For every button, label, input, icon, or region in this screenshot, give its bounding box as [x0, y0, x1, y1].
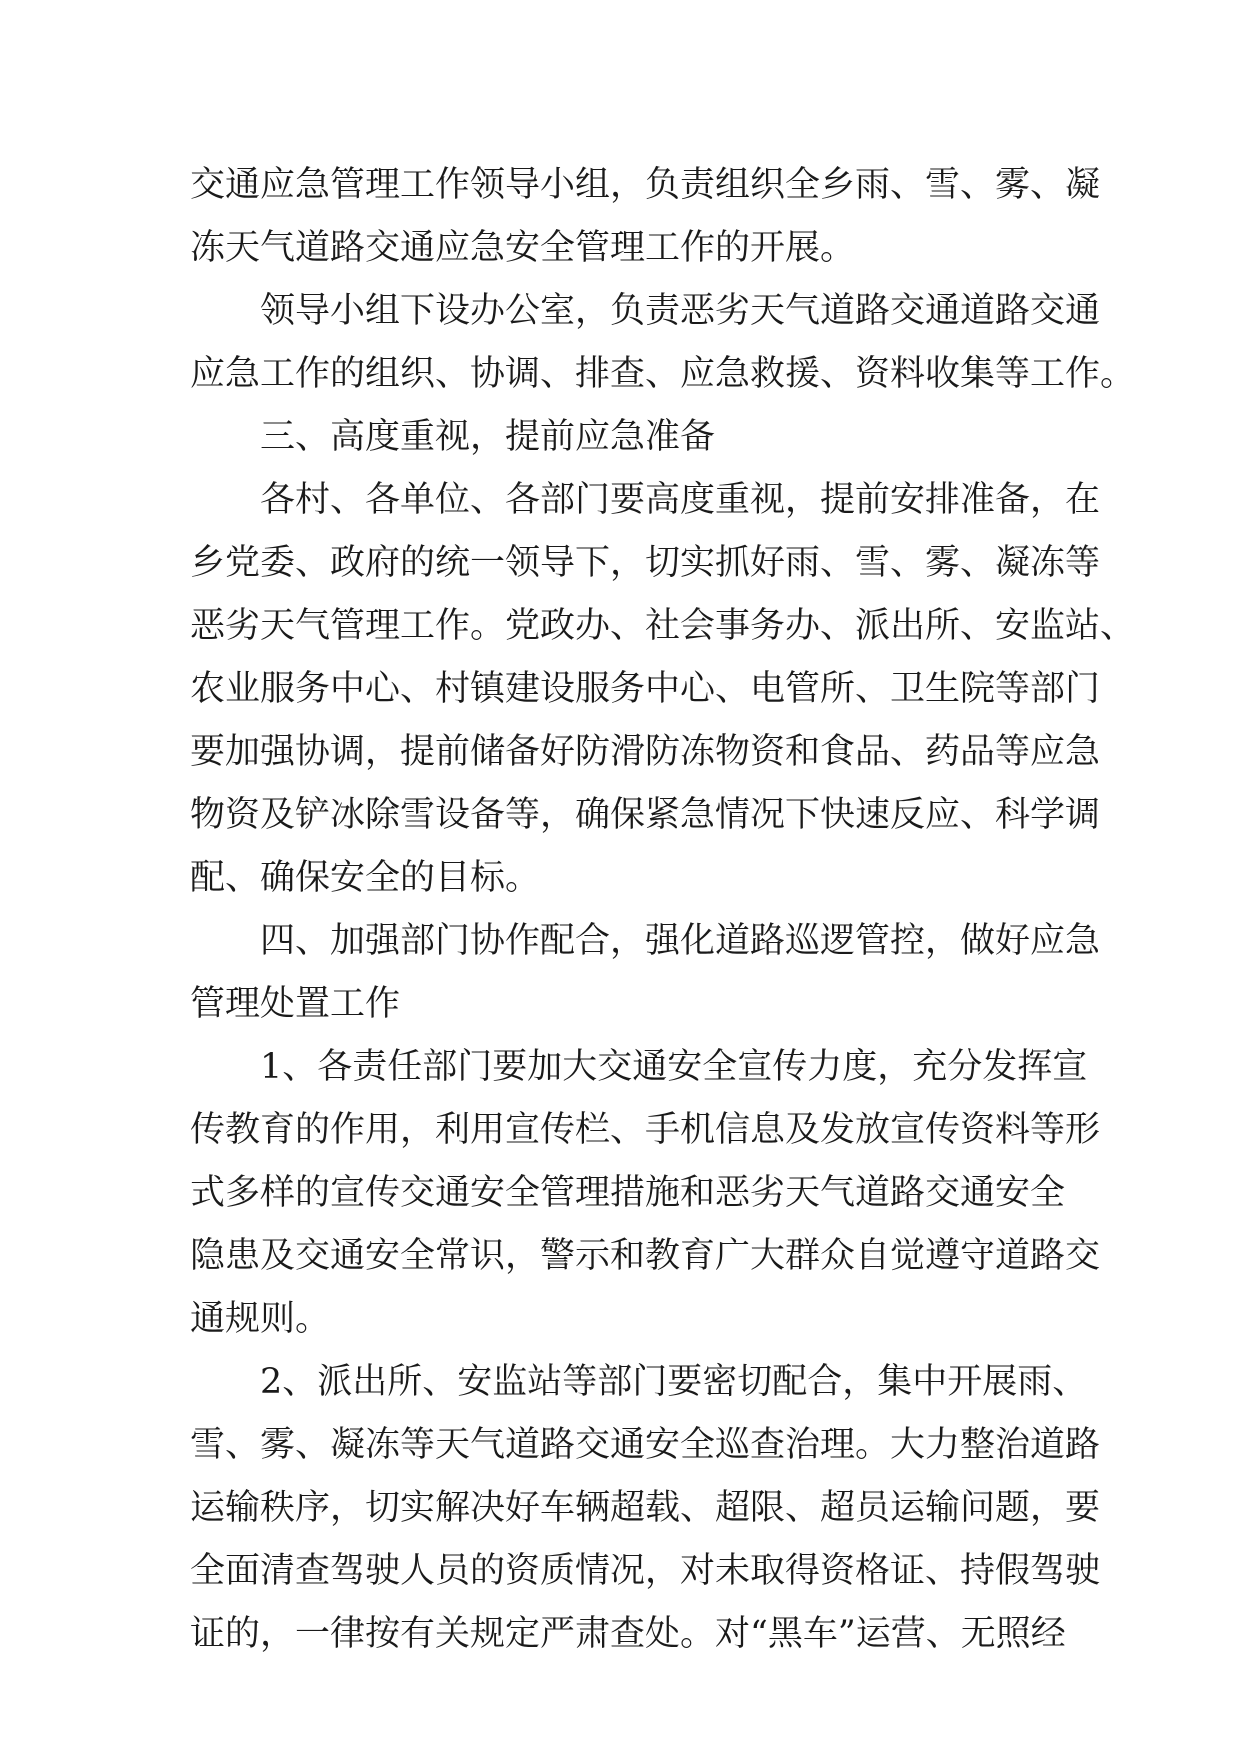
document-body — [190, 154, 1136, 1666]
text-line: 各村、各单位、各部门要高度重视，提前安排准备，在 — [260, 480, 1101, 520]
text-line: 传教育的作用，利用宣传栏、手机信息及发放宣传资料等形 — [190, 1110, 1101, 1150]
section-heading: 管理处置工作 — [190, 984, 401, 1024]
text-line: 隐患及交通安全常识，警示和教育广大群众自觉遵守道路交 — [190, 1236, 1101, 1276]
text-line: 配、确保安全的目标。 — [190, 858, 541, 898]
text-line: 2、派出所、安监站等部门要密切配合，集中开展雨、 — [260, 1362, 1088, 1402]
text-line: 全面清查驾驶人员的资质情况，对未取得资格证、持假驾驶 — [190, 1551, 1101, 1591]
text-line: 应急工作的组织、协调、排查、应急救援、资料收集等工作。 — [190, 354, 1136, 394]
section-heading: 四、加强部门协作配合，强化道路巡逻管控，做好应急 — [260, 921, 1101, 961]
text-line: 领导小组下设办公室，负责恶劣天气道路交通道路交通 — [260, 291, 1101, 331]
text-line: 物资及铲冰除雪设备等，确保紧急情况下快速反应、科学调 — [190, 795, 1101, 835]
text-line: 交通应急管理工作领导小组，负责组织全乡雨、雪、雾、凝 — [190, 165, 1101, 205]
text-line: 雪、雾、凝冻等天气道路交通安全巡查治理。大力整治道路 — [190, 1425, 1101, 1465]
text-line: 式多样的宣传交通安全管理措施和恶劣天气道路交通安全 — [190, 1173, 1066, 1213]
text-line: 冻天气道路交通应急安全管理工作的开展。 — [190, 228, 856, 268]
text-line: 证的，一律按有关规定严肃查处。对“黑车”运营、无照经 — [190, 1614, 1066, 1654]
text-line: 乡党委、政府的统一领导下，切实抓好雨、雪、雾、凝冻等 — [190, 543, 1101, 583]
text-line: 1、各责任部门要加大交通安全宣传力度，充分发挥宣 — [260, 1047, 1088, 1087]
section-heading: 三、高度重视，提前应急准备 — [260, 417, 716, 457]
text-line: 运输秩序，切实解决好车辆超载、超限、超员运输问题，要 — [190, 1488, 1101, 1528]
text-line: 恶劣天气管理工作。党政办、社会事务办、派出所、安监站、 — [190, 606, 1136, 646]
text-line: 要加强协调，提前储备好防滑防冻物资和食品、药品等应急 — [190, 732, 1101, 772]
text-line: 通规则。 — [190, 1299, 331, 1339]
text-line: 农业服务中心、村镇建设服务中心、电管所、卫生院等部门 — [190, 669, 1101, 709]
